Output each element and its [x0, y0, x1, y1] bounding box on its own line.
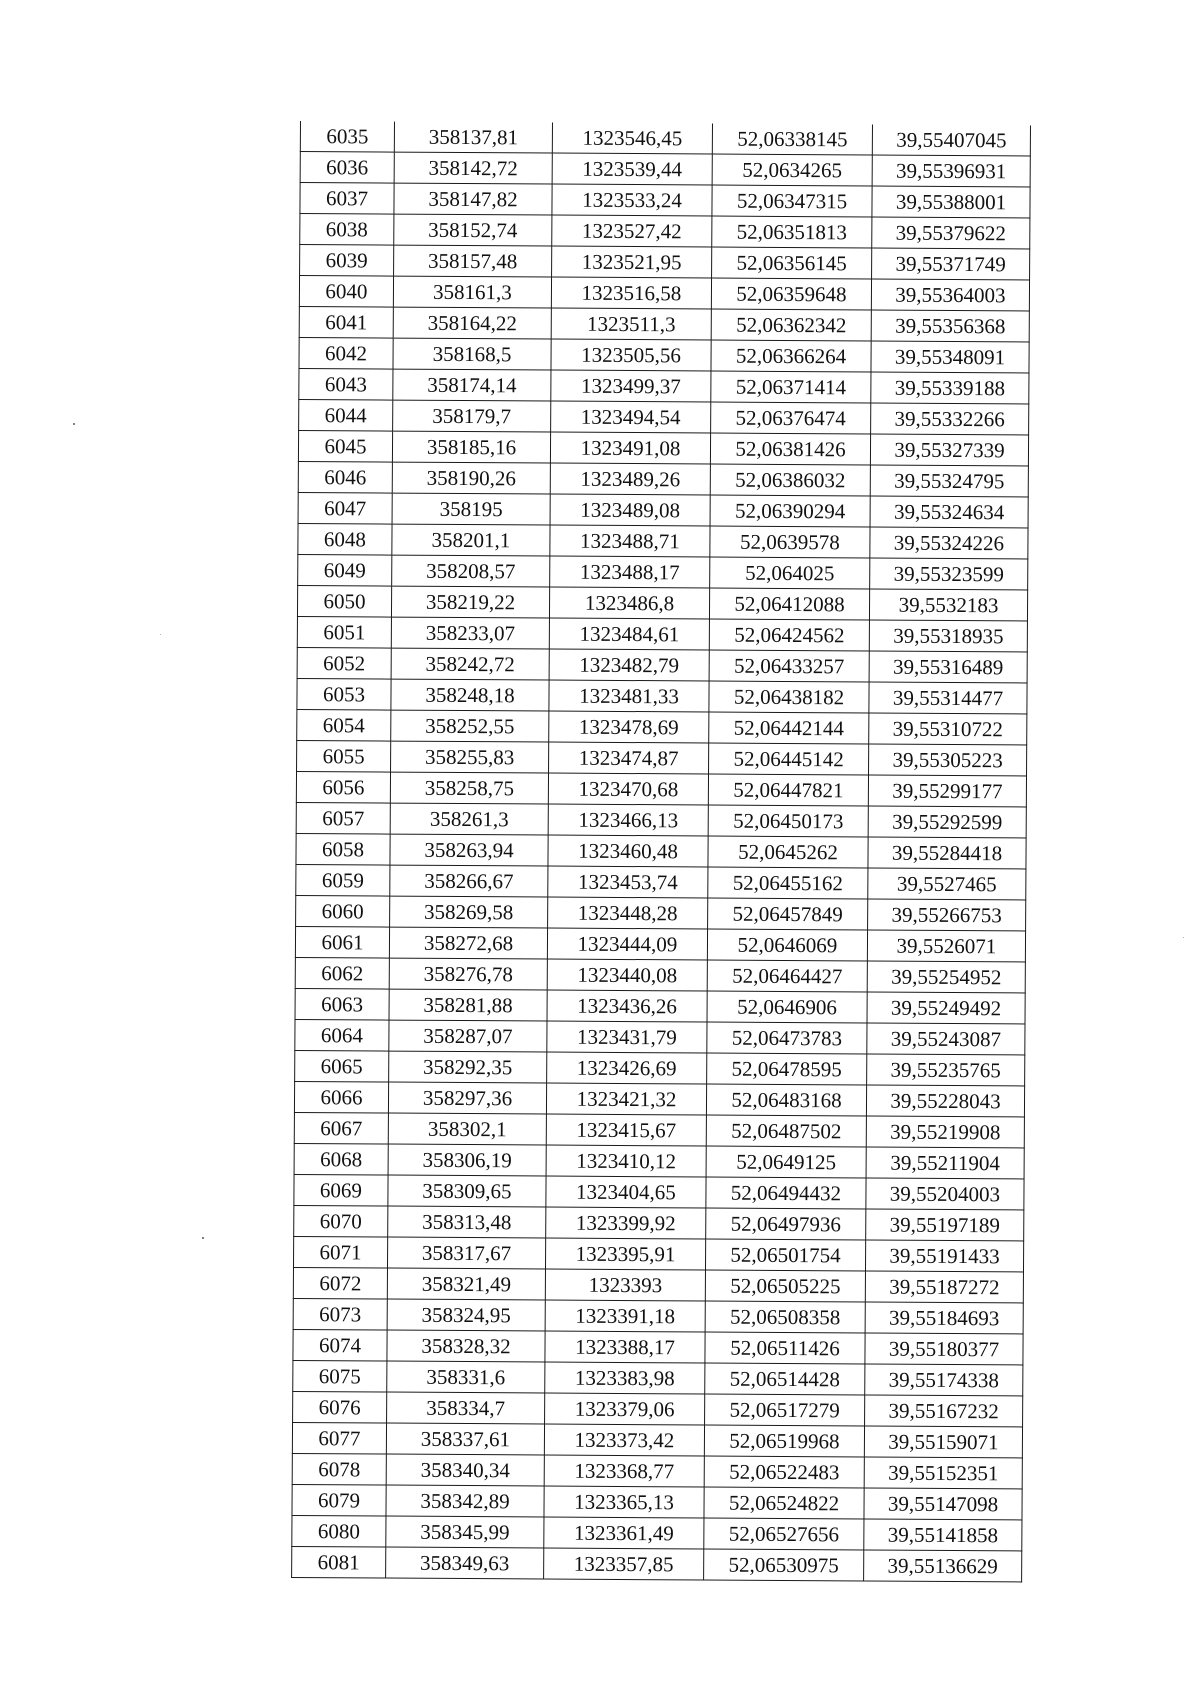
table-row [299, 399, 1029, 434]
point-number-cell: 6049 [298, 554, 392, 586]
x-coordinate-cell: 358190,26 [392, 462, 550, 494]
longitude-cell: 39,55364003 [871, 279, 1029, 311]
x-coordinate-cell: 358334,7 [387, 1392, 545, 1424]
longitude-cell: 39,55299177 [868, 775, 1026, 807]
latitude-cell: 52,06508358 [705, 1301, 865, 1333]
x-coordinate-cell: 358242,72 [391, 648, 549, 680]
table-row [295, 1050, 1025, 1085]
x-coordinate-cell: 358195 [392, 493, 550, 525]
longitude-cell: 39,55316489 [869, 651, 1027, 683]
table-row [300, 152, 1030, 187]
longitude-cell: 39,55243087 [867, 1023, 1025, 1055]
longitude-cell: 39,55167232 [865, 1395, 1023, 1427]
point-number-cell: 6043 [299, 368, 393, 400]
y-coordinate-cell: 1323379,06 [545, 1393, 705, 1425]
point-number-cell: 6076 [293, 1391, 387, 1423]
point-number-cell: 6041 [299, 306, 393, 338]
point-number-cell: 6047 [298, 492, 392, 524]
latitude-cell: 52,06447821 [708, 774, 868, 806]
scan-speck [202, 1237, 204, 1239]
longitude-cell: 39,55147098 [864, 1488, 1022, 1520]
longitude-cell: 39,5526071 [867, 930, 1025, 962]
y-coordinate-cell: 1323478,69 [549, 711, 709, 743]
x-coordinate-cell: 358137,81 [394, 122, 552, 153]
x-coordinate-cell: 358331,6 [387, 1361, 545, 1393]
x-coordinate-cell: 358261,3 [390, 803, 548, 835]
longitude-cell: 39,55211904 [866, 1147, 1024, 1179]
table-row [293, 1267, 1023, 1302]
y-coordinate-cell: 1323505,56 [551, 339, 711, 371]
x-coordinate-cell: 358258,75 [390, 772, 548, 804]
point-number-cell: 6055 [297, 740, 391, 772]
y-coordinate-cell: 1323511,3 [551, 308, 711, 340]
y-coordinate-cell: 1323516,58 [551, 277, 711, 309]
longitude-cell: 39,5527465 [868, 868, 1026, 900]
latitude-cell: 52,06457849 [708, 898, 868, 930]
point-number-cell: 6042 [299, 337, 393, 369]
x-coordinate-cell: 358147,82 [394, 183, 552, 215]
latitude-cell: 52,06445142 [709, 743, 869, 775]
y-coordinate-cell: 1323494,54 [551, 401, 711, 433]
x-coordinate-cell: 358252,55 [391, 710, 549, 742]
longitude-cell: 39,5532183 [869, 589, 1027, 621]
longitude-cell: 39,55197189 [866, 1209, 1024, 1241]
table-row [297, 585, 1027, 620]
latitude-cell: 52,06483168 [706, 1084, 866, 1116]
longitude-cell: 39,55266753 [868, 899, 1026, 931]
y-coordinate-cell: 1323368,77 [544, 1455, 704, 1487]
x-coordinate-cell: 358168,5 [393, 338, 551, 370]
table-row [299, 337, 1029, 372]
longitude-cell: 39,55141858 [864, 1519, 1022, 1551]
latitude-cell: 52,06438182 [709, 681, 869, 713]
point-number-cell: 6045 [298, 430, 392, 462]
table-row [296, 833, 1026, 868]
y-coordinate-cell: 1323486,8 [549, 587, 709, 619]
table-row [294, 1143, 1024, 1178]
point-number-cell: 6081 [292, 1546, 386, 1578]
x-coordinate-cell: 358152,74 [394, 214, 552, 246]
longitude-cell: 39,55235765 [867, 1054, 1025, 1086]
y-coordinate-cell: 1323388,17 [545, 1331, 705, 1363]
point-number-cell: 6077 [292, 1422, 386, 1454]
point-number-cell: 6044 [299, 399, 393, 431]
latitude-cell: 52,06351813 [712, 216, 872, 248]
table-row [292, 1546, 1022, 1581]
y-coordinate-cell: 1323474,87 [549, 742, 709, 774]
y-coordinate-cell: 1323466,13 [548, 804, 708, 836]
x-coordinate-cell: 358219,22 [391, 586, 549, 618]
table-row [293, 1329, 1023, 1364]
x-coordinate-cell: 358313,48 [388, 1206, 546, 1238]
point-number-cell: 6069 [294, 1174, 388, 1206]
y-coordinate-cell: 1323453,74 [548, 866, 708, 898]
table-row [295, 988, 1025, 1023]
point-number-cell: 6062 [295, 957, 389, 989]
coordinates-table [291, 121, 1031, 1582]
y-coordinate-cell: 1323395,91 [545, 1238, 705, 1270]
longitude-cell: 39,55305223 [869, 744, 1027, 776]
table-row [293, 1236, 1023, 1271]
latitude-cell: 52,06487502 [706, 1115, 866, 1147]
y-coordinate-cell: 1323470,68 [548, 773, 708, 805]
latitude-cell: 52,0634265 [712, 154, 872, 186]
longitude-cell: 39,55324634 [870, 496, 1028, 528]
point-number-cell: 6079 [292, 1484, 386, 1516]
point-number-cell: 6035 [300, 121, 394, 152]
longitude-cell: 39,55323599 [870, 558, 1028, 590]
latitude-cell: 52,06371414 [711, 371, 871, 403]
latitude-cell: 52,06494432 [706, 1177, 866, 1209]
x-coordinate-cell: 358272,68 [389, 927, 547, 959]
longitude-cell: 39,55407045 [872, 124, 1030, 155]
point-number-cell: 6074 [293, 1329, 387, 1361]
longitude-cell: 39,55159071 [864, 1426, 1022, 1458]
y-coordinate-cell: 1323410,12 [546, 1145, 706, 1177]
table-row [297, 647, 1027, 682]
latitude-cell: 52,06362342 [711, 309, 871, 341]
table-row [300, 121, 1030, 156]
x-coordinate-cell: 358302,1 [388, 1113, 546, 1145]
longitude-cell: 39,55348091 [871, 341, 1029, 373]
longitude-cell: 39,55356368 [871, 310, 1029, 342]
x-coordinate-cell: 358340,34 [386, 1454, 544, 1486]
table-row [300, 183, 1030, 218]
point-number-cell: 6036 [300, 152, 394, 184]
point-number-cell: 6070 [294, 1205, 388, 1237]
point-number-cell: 6050 [297, 585, 391, 617]
point-number-cell: 6040 [299, 276, 393, 308]
latitude-cell: 52,06517279 [705, 1394, 865, 1426]
scan-speck [73, 423, 75, 425]
y-coordinate-cell: 1323521,95 [552, 246, 712, 278]
point-number-cell: 6063 [295, 988, 389, 1020]
longitude-cell: 39,55396931 [872, 155, 1030, 187]
y-coordinate-cell: 1323391,18 [545, 1300, 705, 1332]
table-row [298, 430, 1028, 465]
longitude-cell: 39,55187272 [865, 1271, 1023, 1303]
y-coordinate-cell: 1323357,85 [544, 1548, 704, 1580]
longitude-cell: 39,55254952 [867, 961, 1025, 993]
table-row [294, 1174, 1024, 1209]
y-coordinate-cell: 1323373,42 [544, 1424, 704, 1456]
latitude-cell: 52,06433257 [709, 650, 869, 682]
y-coordinate-cell: 1323404,65 [546, 1176, 706, 1208]
x-coordinate-cell: 358297,36 [388, 1082, 546, 1114]
latitude-cell: 52,06390294 [710, 495, 870, 527]
y-coordinate-cell: 1323488,71 [550, 525, 710, 557]
latitude-cell: 52,06381426 [710, 433, 870, 465]
table-row [297, 709, 1027, 744]
table-row [294, 1112, 1024, 1147]
point-number-cell: 6058 [296, 833, 390, 865]
longitude-cell: 39,55327339 [870, 434, 1028, 466]
longitude-cell: 39,55249492 [867, 992, 1025, 1024]
point-number-cell: 6072 [293, 1267, 387, 1299]
latitude-cell: 52,06424562 [709, 619, 869, 651]
y-coordinate-cell: 1323460,48 [548, 835, 708, 867]
point-number-cell: 6052 [297, 647, 391, 679]
latitude-cell: 52,06505225 [705, 1270, 865, 1302]
table-row [292, 1515, 1022, 1550]
x-coordinate-cell: 358309,65 [388, 1175, 546, 1207]
table-row [296, 864, 1026, 899]
x-coordinate-cell: 358342,89 [386, 1485, 544, 1517]
table-row [294, 1205, 1024, 1240]
latitude-cell: 52,06366264 [711, 340, 871, 372]
latitude-cell: 52,06519968 [704, 1425, 864, 1457]
latitude-cell: 52,06514428 [705, 1363, 865, 1395]
latitude-cell: 52,06473783 [707, 1022, 867, 1054]
scan-speck [160, 634, 161, 635]
x-coordinate-cell: 358337,61 [386, 1423, 544, 1455]
point-number-cell: 6057 [296, 802, 390, 834]
point-number-cell: 6056 [296, 771, 390, 803]
longitude-cell: 39,55292599 [868, 806, 1026, 838]
latitude-cell: 52,0646906 [707, 991, 867, 1023]
y-coordinate-cell: 1323440,08 [547, 959, 707, 991]
longitude-cell: 39,55324795 [870, 465, 1028, 497]
table-row [297, 740, 1027, 775]
table-row [293, 1391, 1023, 1426]
table-row [296, 802, 1026, 837]
latitude-cell: 52,06338145 [712, 124, 872, 155]
table-row [292, 1422, 1022, 1457]
latitude-cell: 52,06359648 [711, 278, 871, 310]
y-coordinate-cell: 1323489,08 [550, 494, 710, 526]
x-coordinate-cell: 358287,07 [389, 1020, 547, 1052]
point-number-cell: 6064 [295, 1019, 389, 1051]
table-row [298, 461, 1028, 496]
x-coordinate-cell: 358269,58 [390, 896, 548, 928]
x-coordinate-cell: 358349,63 [386, 1547, 544, 1579]
y-coordinate-cell: 1323539,44 [552, 153, 712, 185]
longitude-cell: 39,55174338 [865, 1364, 1023, 1396]
y-coordinate-cell: 1323393 [545, 1269, 705, 1301]
point-number-cell: 6053 [297, 678, 391, 710]
y-coordinate-cell: 1323444,09 [547, 928, 707, 960]
table-row [300, 214, 1030, 249]
table-row [297, 678, 1027, 713]
point-number-cell: 6078 [292, 1453, 386, 1485]
x-coordinate-cell: 358201,1 [392, 524, 550, 556]
latitude-cell: 52,06347315 [712, 185, 872, 217]
scan-speck [1183, 937, 1184, 938]
x-coordinate-cell: 358321,49 [387, 1268, 545, 1300]
table-row [292, 1484, 1022, 1519]
latitude-cell: 52,0639578 [710, 526, 870, 558]
latitude-cell: 52,06356145 [712, 247, 872, 279]
latitude-cell: 52,06376474 [711, 402, 871, 434]
x-coordinate-cell: 358179,7 [393, 400, 551, 432]
latitude-cell: 52,06524822 [704, 1487, 864, 1519]
point-number-cell: 6060 [296, 895, 390, 927]
point-number-cell: 6051 [297, 616, 391, 648]
point-number-cell: 6038 [300, 214, 394, 246]
table-row [299, 306, 1029, 341]
y-coordinate-cell: 1323436,26 [547, 990, 707, 1022]
x-coordinate-cell: 358292,35 [389, 1051, 547, 1083]
point-number-cell: 6075 [293, 1360, 387, 1392]
x-coordinate-cell: 358266,67 [390, 865, 548, 897]
latitude-cell: 52,06464427 [707, 960, 867, 992]
latitude-cell: 52,06527656 [704, 1518, 864, 1550]
x-coordinate-cell: 358142,72 [394, 152, 552, 184]
y-coordinate-cell: 1323361,49 [544, 1517, 704, 1549]
point-number-cell: 6054 [297, 709, 391, 741]
x-coordinate-cell: 358161,3 [393, 276, 551, 308]
table-row [298, 523, 1028, 558]
longitude-cell: 39,55136629 [864, 1550, 1022, 1582]
latitude-cell: 52,06386032 [710, 464, 870, 496]
y-coordinate-cell: 1323499,37 [551, 370, 711, 402]
longitude-cell: 39,55219908 [866, 1116, 1024, 1148]
point-number-cell: 6039 [300, 245, 394, 277]
x-coordinate-cell: 358208,57 [392, 555, 550, 587]
latitude-cell: 52,06442144 [709, 712, 869, 744]
x-coordinate-cell: 358164,22 [393, 307, 551, 339]
table-row [295, 1019, 1025, 1054]
point-number-cell: 6061 [295, 926, 389, 958]
coordinates-table-body [292, 121, 1031, 1582]
x-coordinate-cell: 358324,95 [387, 1299, 545, 1331]
longitude-cell: 39,55228043 [866, 1085, 1024, 1117]
point-number-cell: 6066 [294, 1081, 388, 1113]
longitude-cell: 39,55184693 [865, 1302, 1023, 1334]
table-row [296, 895, 1026, 930]
longitude-cell: 39,55310722 [869, 713, 1027, 745]
x-coordinate-cell: 358157,48 [394, 245, 552, 277]
y-coordinate-cell: 1323415,67 [546, 1114, 706, 1146]
y-coordinate-cell: 1323399,92 [546, 1207, 706, 1239]
longitude-cell: 39,55318935 [869, 620, 1027, 652]
latitude-cell: 52,0646069 [707, 929, 867, 961]
table-row [295, 957, 1025, 992]
y-coordinate-cell: 1323383,98 [545, 1362, 705, 1394]
y-coordinate-cell: 1323533,24 [552, 184, 712, 216]
y-coordinate-cell: 1323482,79 [549, 649, 709, 681]
x-coordinate-cell: 358345,99 [386, 1516, 544, 1548]
y-coordinate-cell: 1323491,08 [550, 432, 710, 464]
longitude-cell: 39,55371749 [872, 248, 1030, 280]
y-coordinate-cell: 1323488,17 [550, 556, 710, 588]
x-coordinate-cell: 358317,67 [387, 1237, 545, 1269]
table-row [296, 771, 1026, 806]
x-coordinate-cell: 358281,88 [389, 989, 547, 1021]
point-number-cell: 6037 [300, 183, 394, 215]
y-coordinate-cell: 1323489,26 [550, 463, 710, 495]
latitude-cell: 52,0645262 [708, 836, 868, 868]
longitude-cell: 39,55284418 [868, 837, 1026, 869]
latitude-cell: 52,064025 [710, 557, 870, 589]
table-row [298, 554, 1028, 589]
x-coordinate-cell: 358185,16 [392, 431, 550, 463]
longitude-cell: 39,55388001 [872, 186, 1030, 218]
y-coordinate-cell: 1323484,61 [549, 618, 709, 650]
point-number-cell: 6065 [295, 1050, 389, 1082]
latitude-cell: 52,06478595 [707, 1053, 867, 1085]
table-row [300, 245, 1030, 280]
x-coordinate-cell: 358263,94 [390, 834, 548, 866]
point-number-cell: 6071 [293, 1236, 387, 1268]
y-coordinate-cell: 1323421,32 [546, 1083, 706, 1115]
latitude-cell: 52,06522483 [704, 1456, 864, 1488]
point-number-cell: 6046 [298, 461, 392, 493]
longitude-cell: 39,55152351 [864, 1457, 1022, 1489]
y-coordinate-cell: 1323527,42 [552, 215, 712, 247]
x-coordinate-cell: 358306,19 [388, 1144, 546, 1176]
table-row [298, 492, 1028, 527]
x-coordinate-cell: 358233,07 [391, 617, 549, 649]
y-coordinate-cell: 1323481,33 [549, 680, 709, 712]
point-number-cell: 6067 [294, 1112, 388, 1144]
longitude-cell: 39,55314477 [869, 682, 1027, 714]
point-number-cell: 6073 [293, 1298, 387, 1330]
x-coordinate-cell: 358255,83 [391, 741, 549, 773]
y-coordinate-cell: 1323426,69 [547, 1052, 707, 1084]
latitude-cell: 52,06511426 [705, 1332, 865, 1364]
latitude-cell: 52,06450173 [708, 805, 868, 837]
point-number-cell: 6059 [296, 864, 390, 896]
latitude-cell: 52,06455162 [708, 867, 868, 899]
x-coordinate-cell: 358174,14 [393, 369, 551, 401]
table-row [299, 276, 1029, 311]
table-row [292, 1453, 1022, 1488]
longitude-cell: 39,55379622 [872, 217, 1030, 249]
x-coordinate-cell: 358248,18 [391, 679, 549, 711]
latitude-cell: 52,06412088 [709, 588, 869, 620]
table-row [297, 616, 1027, 651]
x-coordinate-cell: 358276,78 [389, 958, 547, 990]
table-row [293, 1360, 1023, 1395]
longitude-cell: 39,55332266 [871, 403, 1029, 435]
latitude-cell: 52,06501754 [705, 1239, 865, 1271]
y-coordinate-cell: 1323546,45 [552, 123, 712, 154]
point-number-cell: 6048 [298, 523, 392, 555]
latitude-cell: 52,0649125 [706, 1146, 866, 1178]
y-coordinate-cell: 1323431,79 [547, 1021, 707, 1053]
point-number-cell: 6080 [292, 1515, 386, 1547]
table-row [299, 368, 1029, 403]
y-coordinate-cell: 1323448,28 [548, 897, 708, 929]
table-row [293, 1298, 1023, 1333]
longitude-cell: 39,55191433 [865, 1240, 1023, 1272]
latitude-cell: 52,06497936 [706, 1208, 866, 1240]
longitude-cell: 39,55204003 [866, 1178, 1024, 1210]
longitude-cell: 39,55324226 [870, 527, 1028, 559]
table-row [294, 1081, 1024, 1116]
longitude-cell: 39,55339188 [871, 372, 1029, 404]
y-coordinate-cell: 1323365,13 [544, 1486, 704, 1518]
latitude-cell: 52,06530975 [704, 1549, 864, 1581]
table-row [295, 926, 1025, 961]
point-number-cell: 6068 [294, 1143, 388, 1175]
x-coordinate-cell: 358328,32 [387, 1330, 545, 1362]
longitude-cell: 39,55180377 [865, 1333, 1023, 1365]
